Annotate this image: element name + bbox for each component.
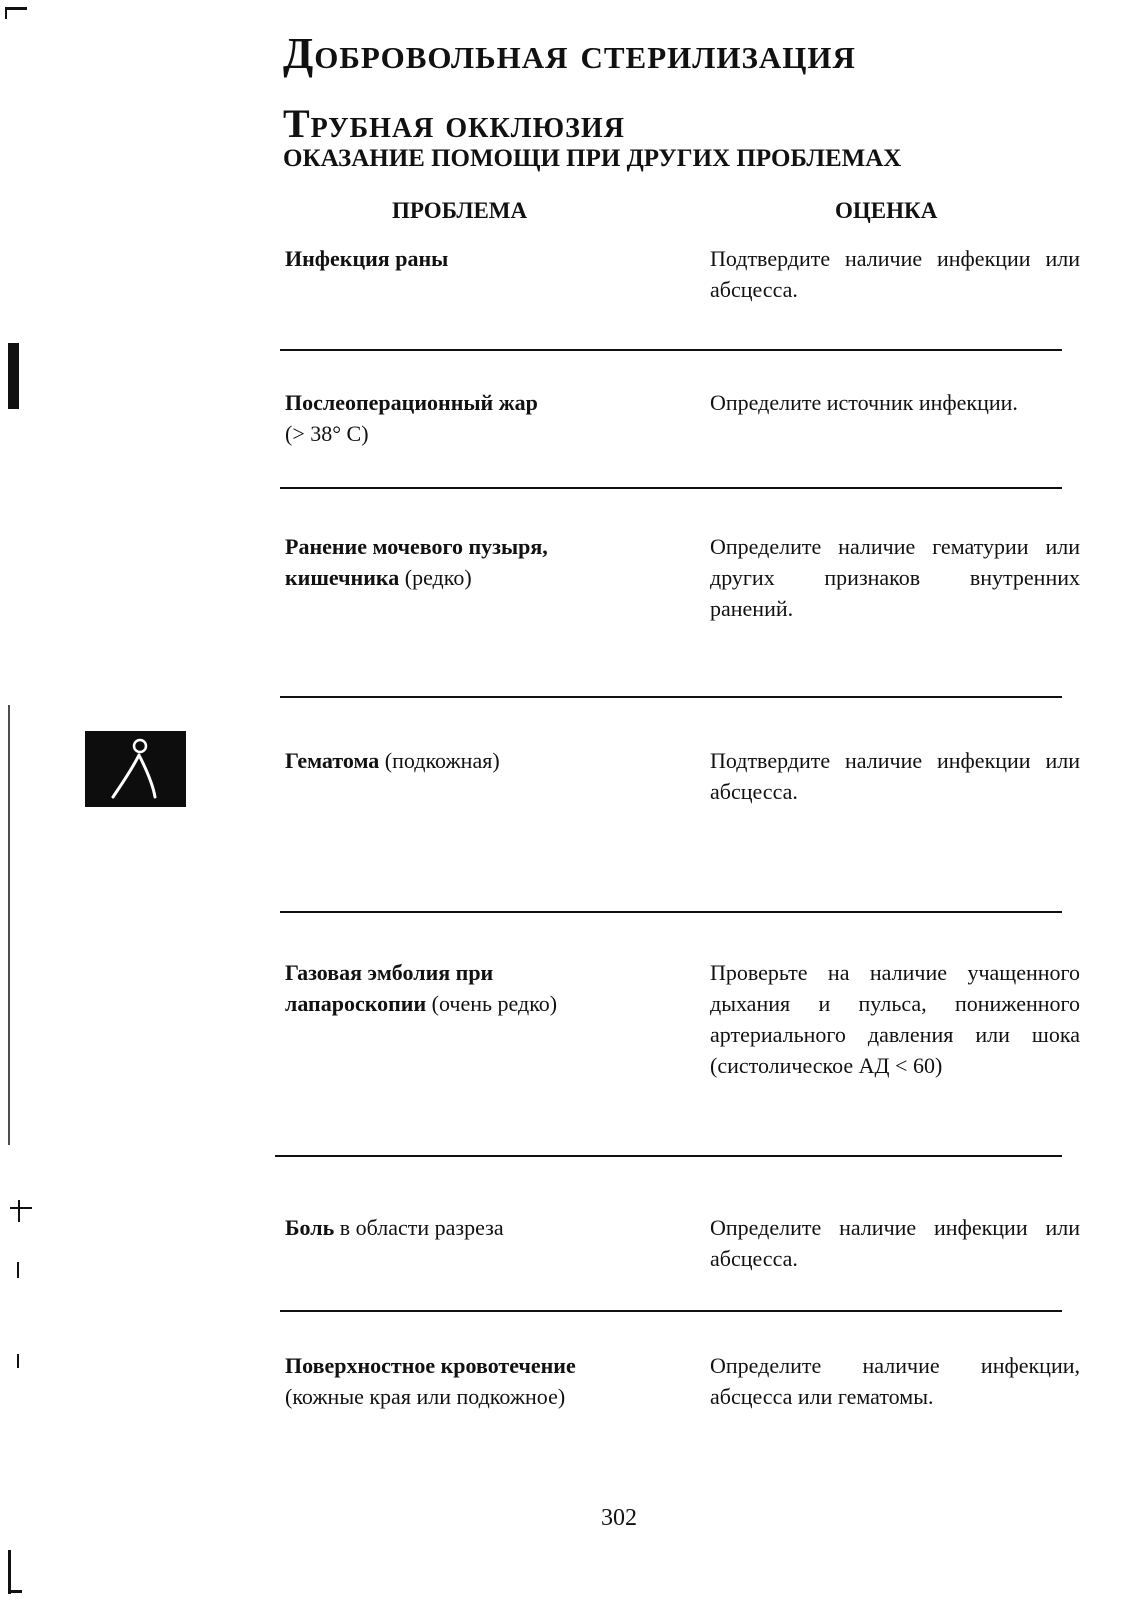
row-assessment: Подтвердите наличие инфекции или абсцесса. bbox=[710, 748, 1080, 804]
scan-artifact bbox=[8, 1590, 22, 1593]
section-tab bbox=[85, 731, 186, 807]
row-divider bbox=[280, 1310, 1062, 1312]
scan-artifact bbox=[10, 1207, 32, 1209]
problem-name: Инфекция раны bbox=[285, 246, 449, 271]
scan-artifact bbox=[18, 1200, 20, 1222]
scan-artifact bbox=[17, 1262, 19, 1278]
problem-name: Газовая эмболия при лапароскопии bbox=[285, 960, 494, 1016]
section-heading: ОКАЗАНИЕ ПОМОЩИ ПРИ ДРУГИХ ПРОБЛЕМАХ bbox=[283, 145, 902, 172]
problem-name: Ранение мочевого пузыря, кишечника bbox=[285, 534, 548, 590]
row-divider bbox=[275, 1155, 1062, 1157]
problem-name: Гематома bbox=[285, 748, 380, 773]
row-divider bbox=[280, 911, 1062, 913]
scan-artifact bbox=[8, 1550, 11, 1594]
row-assessment: Подтвердите наличие инфекции или абсцесса. bbox=[710, 246, 1080, 302]
column-header-assessment: ОЦЕНКА bbox=[835, 198, 938, 223]
problem-name: Боль bbox=[285, 1215, 335, 1240]
problem-note: (> 38° C) bbox=[285, 421, 369, 446]
scan-artifact bbox=[8, 705, 10, 1145]
page-title: Добровольная стерилизация bbox=[283, 29, 856, 78]
person-icon bbox=[85, 731, 186, 807]
row-assessment: Определите наличие инфекции, абсцесса или гематомы. bbox=[710, 1353, 1080, 1409]
row-problem bbox=[285, 1212, 685, 1243]
scan-artifact bbox=[17, 1354, 19, 1368]
problem-note: в области разреза bbox=[339, 1215, 504, 1240]
problem-name: Послеоперационный жар bbox=[285, 390, 538, 415]
row-assessment: Проверьте на наличие учащенного дыхания и пульса, пониженного артериального давления или шока (систолическое АД < 60) bbox=[710, 960, 1080, 1078]
problem-note: (очень редко) bbox=[431, 991, 558, 1016]
row-divider bbox=[280, 349, 1062, 351]
page-subtitle: Трубная окклюзия bbox=[283, 101, 625, 146]
problem-note: (подкожная) bbox=[384, 748, 500, 773]
row-problem bbox=[285, 531, 625, 593]
page-number: 302 bbox=[601, 1505, 637, 1531]
row-problem bbox=[285, 1350, 665, 1412]
row-assessment: Определите источник инфекции. bbox=[710, 390, 1018, 415]
scan-artifact bbox=[5, 7, 7, 19]
row-problem bbox=[285, 243, 685, 274]
row-divider bbox=[280, 487, 1062, 489]
scan-artifact bbox=[5, 7, 27, 10]
problem-note: (редко) bbox=[404, 565, 472, 590]
scan-artifact bbox=[8, 343, 19, 409]
row-problem bbox=[285, 387, 685, 449]
row-divider bbox=[280, 696, 1062, 698]
row-problem bbox=[285, 957, 630, 1019]
column-header-problem: ПРОБЛЕМА bbox=[392, 198, 528, 223]
problem-note: (кожные края или подкожное) bbox=[285, 1384, 566, 1409]
problem-name: Поверхностное кровотечение bbox=[285, 1353, 576, 1378]
row-problem bbox=[285, 745, 685, 776]
row-assessment: Определите наличие гематурии или других признаков внутренних ранений. bbox=[710, 534, 1080, 621]
row-assessment: Определите наличие инфекции или абсцесса. bbox=[710, 1215, 1080, 1271]
